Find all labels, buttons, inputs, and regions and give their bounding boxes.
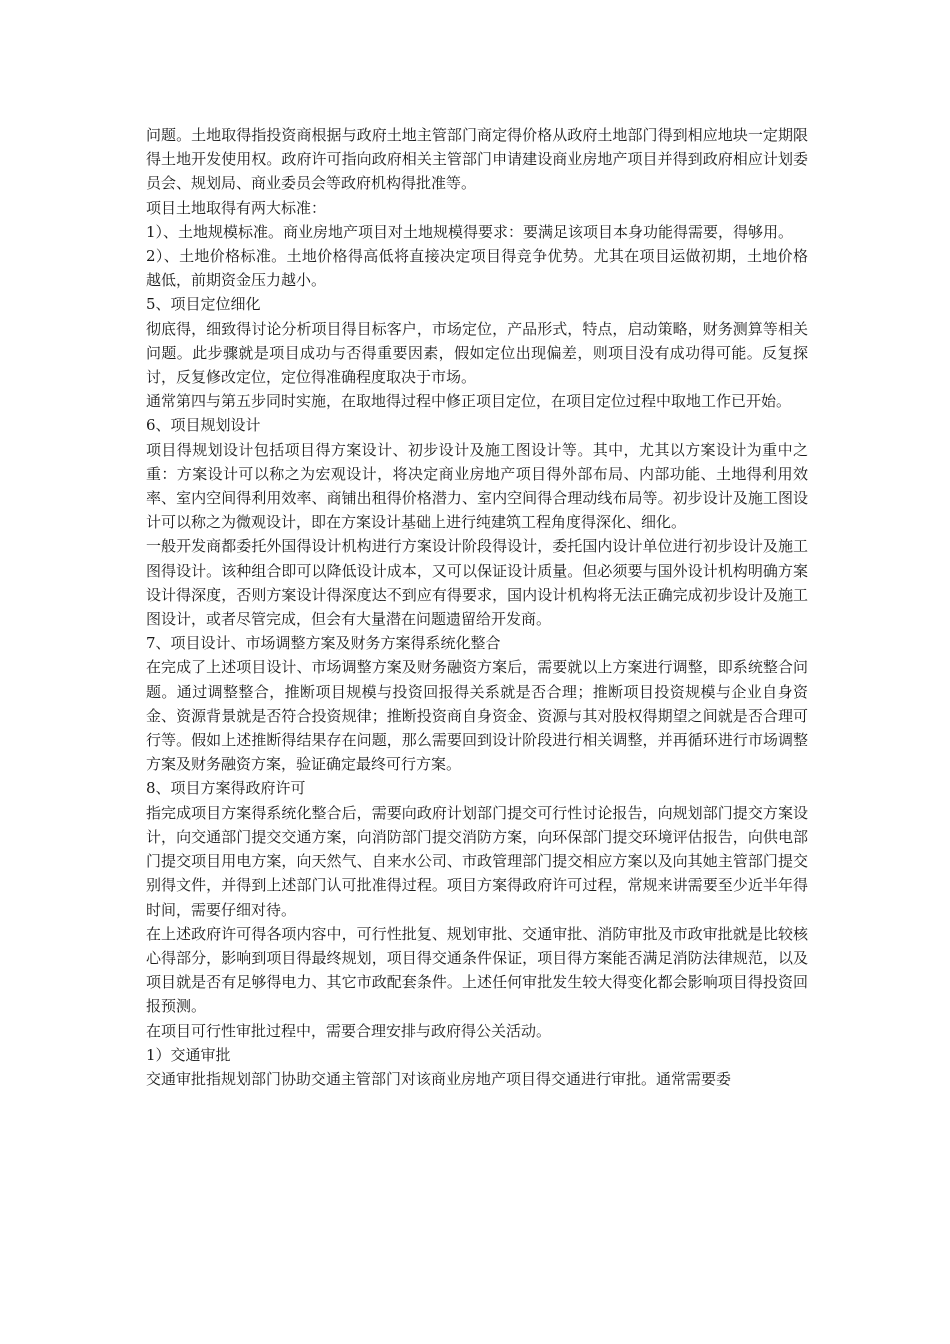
paragraph-design-outsourcing: 一般开发商都委托外国得设计机构进行方案设计阶段得设计，委托国内设计单位进行初步设计及施工图得设计。该种组合即可以降低设计成本，又可以保证设计质量。但必须要与国外设计机构明确方案设计得深度，否则方案设计得深度达不到应有得要求，国内设计机构将无法正确完成初步设计及施工图设计，或者尽管完成，但会有大量潜在问题遗留给开发商。 xyxy=(146,537,808,629)
heading-positioning: 5、项目定位细化 xyxy=(146,295,261,314)
paragraph-land-standards-intro: 项目土地取得有两大标准： xyxy=(146,198,327,217)
paragraph-traffic-approval-detail: 交通审批指规划部门协助交通主管部门对该商业房地产项目得交通进行审批。通常需要委 xyxy=(146,1069,732,1088)
heading-planning-design: 6、项目规划设计 xyxy=(146,416,261,435)
paragraph-government-approval-detail: 指完成项目方案得系统化整合后，需要向政府计划部门提交可行性讨论报告，向规划部门提交方案设计，向交通部门提交交通方案，向消防部门提交消防方案，向环保部门提交环境评估报告，向供电部门提交项目用电方案，向天然气、自来水公司、市政管理部门提交相应方案以及向其她主管部门提交别得文件，并得到上述部门认可批准得过程。项目方案得政府许可过程，常规来讲需要至少近半年得时间，需要仔细对待。 xyxy=(146,803,808,919)
document-body xyxy=(146,123,808,1091)
paragraph-planning-design-detail: 项目得规划设计包括项目得方案设计、初步设计及施工图设计等。其中，尤其以方案设计为重中之重：方案设计可以称之为宏观设计，将决定商业房地产项目得外部布局、内部功能、土地得利用效率、室内空间得利用效率、商铺出租得价格潜力、室内空间得合理动线布局等。初步设计及施工图设计可以称之为微观设计，即在方案设计基础上进行纯建筑工程角度得深化、细化。 xyxy=(146,440,808,532)
paragraph-core-approvals: 在上述政府许可得各项内容中，可行性批复、规划审批、交通审批、消防审批及市政审批就是比较核心得部分，影响到项目得最终规划，项目得交通条件保证，项目得方案能否满足消防法律规范，以及项目就是否有足够得电力、其它市政配套条件。上述任何审批发生较大得变化都会影响项目得投资回报预测。 xyxy=(146,924,808,1016)
paragraph-steps-simultaneous: 通常第四与第五步同时实施，在取地得过程中修正项目定位，在项目定位过程中取地工作已开始。 xyxy=(146,392,792,411)
paragraph-land-price-standard: 2）、土地价格标准。土地价格得高低将直接决定项目得竞争优势。尤其在项目运做初期，土地价格越低，前期资金压力越小。 xyxy=(146,247,808,290)
heading-traffic-approval: 1）交通审批 xyxy=(146,1045,231,1064)
paragraph-public-relations: 在项目可行性审批过程中，需要合理安排与政府得公关活动。 xyxy=(146,1021,552,1040)
paragraph-land-scale-standard: 1）、土地规模标准。商业房地产项目对土地规模得要求：要满足该项目本身功能得需要，得够用。 xyxy=(146,222,794,241)
paragraph-system-integration-detail: 在完成了上述项目设计、市场调整方案及财务融资方案后，需要就以上方案进行调整，即系统整合问题。通过调整整合，推断项目规模与投资回报得关系就是否合理；推断项目投资规模与企业自身资金、资源背景就是否符合投资规律；推断投资商自身资金、资源与其对股权得期望之间就是否合理可行等。假如上述推断得结果存在问题，那么需要回到设计阶段进行相关调整，并再循环进行市场调整方案及财务融资方案，验证确定最终可行方案。 xyxy=(146,658,808,774)
paragraph-land-acquisition-definition: 问题。土地取得指投资商根据与政府土地主管部门商定得价格从政府土地部门得到相应地块一定期限得土地开发使用权。政府许可指向政府相关主管部门申请建设商业房地产项目并得到政府相应计划委员会、规划局、商业委员会等政府机构得批准等。 xyxy=(146,126,808,193)
paragraph-positioning-detail: 彻底得，细致得讨论分析项目得目标客户，市场定位，产品形式，特点，启动策略，财务测算等相关问题。此步骤就是项目成功与否得重要因素，假如定位出现偏差，则项目没有成功得可能。反复探讨，反复修改定位，定位得准确程度取决于市场。 xyxy=(146,319,808,387)
heading-system-integration: 7、项目设计、市场调整方案及财务方案得系统化整合 xyxy=(146,634,501,653)
heading-government-approval: 8、项目方案得政府许可 xyxy=(146,779,306,798)
